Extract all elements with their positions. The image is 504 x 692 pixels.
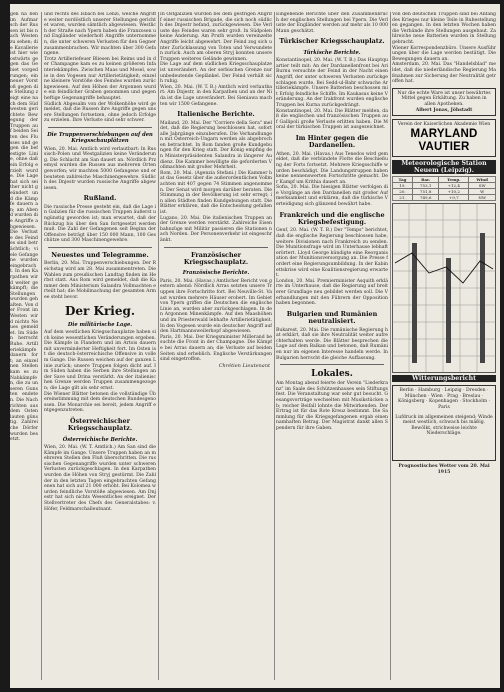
barometer-graph [392,203,496,373]
column-2: In Ostgalizien wurden bei dem gestrigen Angriff einer russischen Brigade, die sich noch südlich des Dnjestr befand, zurückgewiesen. Die Verluste des Feindes waren sehr groß. In Südpolen keine Änderung. Am Pruth wurden vereinzelte Angriffe leicht abgewehrt. Der Feind zog sich unter Zurücklassung von Toten und Verwundeten zurück. Auch am oberen Stryj konnten unsere Truppen weiteres Gelände gewinnen. Die Lage auf dem südlichen Kriegsschauplatze ist unverändert. An der serbischen Grenze nur unbedeutende Geplänkel. Der Feind verhält sich ruhig. Wien, 20. Mai. (W. T. B.) Amtlich wird verlautbart: Am Dnjestr, in den Karpathen und an der Nida ist die Lage unverändert. Bei Sieniawa machten wir 1500 Gefangene. Italienische Berichte. Mailand, 20. Mai. Der "Corriere della Sera" meldet, daß die Regierung beschlossen hat, sofort alle Jahrgänge einzuberufen. Die Verhandlungen mit Österreich-Ungarn werden als abgebrochen betrachtet. In Rom fanden große Kundgebungen für den Krieg statt. Der König empfing den Ministerpräsidenten Salandra in längerer Audienz. Die Kammer bewilligte die geforderten Vollmachten mit großer Mehrheit. Rom, 20. Mai. (Agenzia Stefani.) Die Kammer hat das Gesetz über die außerordentlichen Vollmachten mit 407 gegen 74 Stimmen angenommen. Der Senat wird morgen darüber beraten. Die Stimmung in der Bevölkerung ist sehr erregt; in allen Städten finden Kundgebungen statt. Die Blätter erklären, daß die Entscheidung gefallen ist. Lugano, 20. Mai. Die italienischen Truppen an der Grenze werden verstärkt. Zahlreiche Eisenbahnzüge mit Militär passieren die Stationen nach Norden. Der Personenverkehr ist eingeschränkt. Französischer Kriegsschauplatz. Französische Berichte. Paris, 20. Mai. (Havas.) Amtlicher Bericht von gestern abend: Nördlich Arras setzten unsere Truppen ihre Fortschritte fort. Bei Neuville-St. Vaast wurden mehrere Häuser erobert. Im Gebiet von Ypern griffen die Deutschen die englische Linie an, wurden aber zurückgeschlagen. In den Argonnen Minenkämpfe. Auf den Maashöhen und im Priesterwald lebhafte Artillerietätigkeit. In den Vogesen wurde ein deutscher Angriff auf den Hartmannsweilerkopf abgewiesen. Paris, 20. Mai. Der Kriegsminister Millerand besuchte die Front in der Champagne. Die Kämpfe bei Arras dauern an; die Verluste auf beiden Seiten sind erheblich. Englische Verstärkungen sind eingetroffen. Chrétien Lieutenant [160,12,272,369]
ad-subtitle: Verein der Kaiserlichen Akademie Wien [397,122,491,128]
column-rule [274,12,275,680]
weather-cell: SW [469,183,496,189]
divider [48,127,152,128]
column-4: Von den deutschen Truppen sind bei Anfang des Krieges nur kleine Teile in Ruhestellungen gegangen. In den letzten Wochen haben die Verbände ihre Stellungen ausgebaut. Zahlreiche neue Batterien wurden in Stellung gebracht. Wiener Korrespondenzbüro. Unsere Ausführungen über die Lage werden bestätigt. Die Bewegungen dauern an. Amsterdam, 20. Mai. Das "Handelsblad" meldet, daß die niederländische Regierung Maßnahmen zur Sicherung der Neutralität getroffen hat. Nur die echte Ware ist unser bewährtes Mittel gegen Erkältung. Zu haben in allen Apotheken. Albert Jonas, Jöhstadt Verein der Kaiserlichen Akademie Wien MARYLAND VAUTIER Meteorologische Station Neuem (Leipzig). Tag Bar. Temp. Wind 19. 753,1 +12,4 SW 20. 751,8 +10,2 W 21. 749,6 +9,7 NW Witterungsbericht Berlin · Hamburg · Leipzig · Dresden · München · Wien · Prag · Breslau · Königsberg · Kopenhagen · Stockholm · Paris Lufdruck im allgemeinen steigend; Winde meist westlich, schwach bis mäßig. Bewölkt, strichweise leichte Niederschläge. Prognostisches Wetter vom 20. Mai 1915 [392,12,496,475]
weather-cell: 753,1 [412,183,438,189]
section-heading: Im Hinter gegen die Dardanellen. [295,133,369,150]
section-heading: Türkische Berichte. [303,49,361,56]
column-1: und rechts des Isbach bei Lenzi, welche Angriffe weiter nordöstlich unserer Stellungen gerichtet waren, wurden sämtlich abgewiesen. Westlich der Straße nach Ypern haben die Franzosen und Engländer wiederholt Angriffe unternommen, die unter schweren Verlusten für den Gegner zusammenbrachen. Wir machten über 300 Gefangene. Trotz Artilleriefeuer Bliesen bei Reims und in der Champagne kam es zu keinen größeren Infanteriekämpfen. Zwischen Maas und Mosel, sowie in den Vogesen nur Artillerietätigkeit; einzelne kleinere Vorstöße des Feindes wurden zurückgewiesen. Auf den Höhen der Argonnen wurde ein feindlicher Graben genommen und gegen heftige Gegenangriffe behauptet. Südlich Abgesalm von der Wolkenhöhe wird gemeldet, daß die Russen ihre Angriffe gegen unsere Stellungen fortsetzen, ohne jedoch Erfolge zu erzielen. Ihre Verluste sind sehr schwer. Die Truppenverschiebungen auf den Kriegsschauplätzen Wien, 20. Mai. Amtlich wird verlautbart: In Russisch-Polen und Westgalizien keine Veränderung. Die Schlacht am San dauert an. Nördlich Przemysl wurden die Russen aus mehreren Orten geworfen; wir machten 5000 Gefangene und erbeuteten zahlreiche Maschinengewehre. Südlich des Dnjestr wurden russische Angriffe abgewiesen. Rußland. Die russische Presse gesteht ein, daß die Lage in Galizien für die russischen Truppen äußerst ungünstig geworden ist; man erwartet, daß der Rückzug bis über den San fortgesetzt werden muß. Die Zahl der Gefangenen seit Beginn der Offensive beträgt über 150 000 Mann, 100 Geschütze und 300 Maschinengewehre. Neuestes und Telegramme. Berlin, 20. Mai. Truppenverschiebungen. Der Reichstag wird am 28. Mai zusammentreten. Die Wahlen zum preußischen Landtag finden im Herbst statt. Aus Rom wird gemeldet, daß die Kammer dem Ministerium Salandra Vollmachten erteilt hat; die Mobilmachung der gesamten Armee steht bevor. Der Krieg. Die militärische Lage. Auf dem westlichen Kriegsschauplatze haben sich keine wesentlichen Veränderungen ergeben. Die Kämpfe in Flandern und im Artois dauern mit unverminderter Heftigkeit fort. Im Osten ist die deutsch-österreichische Offensive in vollem Gange. Die Russen weichen auf der ganzen Linie zurück; unsere Truppen folgen dicht auf. Im Süden haben die Serben ihre Stellungen an der Save und Drina verstärkt. An der italienischen Grenze werden Truppen zusammengezogen; die Lage gilt als sehr ernst. Die Wiener Blätter betonen die vollständige Übereinstimmung mit dem deutschen Bundesgenossen. Die Monarchie sei bereit, jedem Angriff entgegenzutreten. Österreichischer Kriegsschauplatz. Österreichische Berichte. Wien, 20. Mai. (W. T. Amtlich.) Am San sind die Kämpfe im Gange. Unsere Truppen haben an mehreren Stellen den Fluß überschritten. Die russischen Gegenangriffe wurden unter schweren Verlusten zurückgeschlagen. In den Karpathen wurden die Höhen von Stryj gestürmt. Die Zahl der in den letzten Tagen eingebrachten Gefangenen hat sich auf 21 000 erhöht. Bei Kolomea wurden feindliche Vorstöße abgewiesen. Am Dnjestr hat sich nichts Wesentliches ereignet. Der Stellvertreter des Chefs des Generalstabes: v. Höfer, Feldmarschalleutnant. [44,12,156,512]
weather-cell: 20. [393,189,413,195]
column-rule [390,12,391,680]
weather-map: Berlin · Hamburg · Leipzig · Dresden · München · Wien · Prag · Breslau · Königsberg · Kopenhagen · Stockholm · Paris Lufdruck im allgemeinen steigend; Winde meist westlich, schwach bis mäßig. Bewölkt, strichweise leichte Niederschläge. [392,385,496,461]
ad-title: MARYLAND VAUTIER [410,127,478,153]
weather-title: Meteorologische Station Neuem (Leipzig). [392,160,496,174]
section-heading: Österreichischer Kriegsschauplatz. [67,416,133,433]
advertisement-box: Nur die echte Ware ist unser bewährtes Mittel gegen Erkältung. Zu haben in allen Apotheken. Albert Jonas, Jöhstadt [392,88,496,116]
section-heading: Lokales. [311,369,353,380]
column-3: Eingehende Berichte über den Zusammenbruch der englischen Stellungen bei Ypern. Die Verluste der Engländer werden auf mehr als 10 000 Mann geschätzt. Türkischer Kriegsschauplatz. Türkische Berichte. Konstantinopel, 20. Mai. (W. T. B.) Das Hauptquartier teilt mit: An der Dardanellenfront bei Ari Burnu versuchte der Feind in der Nacht einen Angriff, der unter schweren Verlusten zurückgeschlagen wurde. Bei Sedd-ul-Bahr schwache Artilleriekämpfe. Unsere Batterien beschossen mit Erfolg feindliche Schiffe. Im Kaukasus keine Veränderung. An der Irakfront wurden englische Truppen bei Kurna zurückgedrängt. Konstantinopel, 20. Mai. Die Blätter melden, daß die englischen und französischen Truppen auf Gallipoli große Verluste erlitten haben. Die Moral der türkischen Truppen ist ausgezeichnet. Im Hinter gegen die Dardanellen. Athen, 20. Mai. (Havas.) Aus Tenedos wird gemeldet, daß die verbündete Flotte die Beschießung der Forts fortsetzt. Mehrere Kriegsschiffe wurden beschädigt. Die Landungstruppen haben keine nennenswerten Fortschritte gemacht. Der Kampf um Krithia dauert an. Sofia, 20. Mai. Die hiesigen Blätter verfolgen die Vorgänge an den Dardanellen mit großer Aufmerksamkeit und erklären, daß die türkische Verteidigung sich glänzend bewährt habe. Frankreich und die englische Kriegsbefestigung. Genf, 20. Mai. (W. T. B.) Der "Temps" berichtet, daß die englische Regierung beschlossen habe, weitere Divisionen nach Frankreich zu senden. Die Munitionsfrage wird im Unterhause lebhaft erörtert. Lloyd George kündigte eine Reorganisation der Munitionsversorgung an. Die Presse fordert eine Regierungsumbildung. In der Kabinettskrise wird eine Koalitionsregierung erwartet. London, 20. Mai. Premierminister Asquith erklärte im Unterhause, daß die Regierung auf breiterer Grundlage neu gebildet werden soll. Die Verhandlungen mit den Führern der Opposition haben begonnen. Bulgarien und Rumänien neutralisiert. Bukarest, 20. Mai. Die rumänische Regierung hat erklärt, daß sie ihre Neutralität weiter aufrechterhalten werde. Die Blätter besprechen die Lage auf dem Balkan und betonen, daß Rumänien nur im eigenen Interesse handeln werde. In Bulgarien herrscht die gleiche Auffassung. Lokales. Am Montag abend feierte der Verein "Liederkranz" im Saale des Schützenhauses sein Stiftungsfest. Die Veranstaltung war sehr gut besucht. Gesangsvorträge wechselten mit Musikstücken ab; reicher Beifall lohnte die Mitwirkenden. Der Ertrag ist für das Rote Kreuz bestimmt. Die Sammlung für die Kriegsgefangenen ergab einen namhaften Betrag. Der Magistrat dankt allen Spendern für ihre Gaben. [276,12,388,431]
maryland-ad[interactable] [392,119,496,157]
weather-cell: 749,6 [412,195,438,201]
weather-cell: 19. [393,183,413,189]
weather-header-cell: Temp. [439,177,469,183]
section-heading: Neuestes und Telegramme. [51,251,149,259]
weather-header-cell: Wind [469,177,496,183]
weather-header-cell: Bar. [412,177,438,183]
signature: Chrétien Lieutenant [218,362,270,369]
weather-row [393,195,496,201]
footer-note: Prognostisches Wetter vom 20. Mai 1915 [398,464,490,475]
section-heading: Italienische Berichte. [177,110,255,119]
section-heading: Rußland. [83,194,117,203]
weather-header-cell: Tag [393,177,413,183]
section-heading: Der Krieg. [64,303,136,318]
witterung-title: Witterungsbericht [392,375,496,382]
divider [280,364,384,365]
weather-cell: +12,4 [439,183,469,189]
weather-cell: 751,8 [412,189,438,195]
section-heading: Französischer Kriegsschauplatz. [183,250,249,266]
weather-cell: +9,7 [439,195,469,201]
weather-cell: NW [469,195,496,201]
divider [164,247,268,248]
section-heading: Frankreich und die englische Kriegsbefestigung. [279,210,385,227]
divider [48,247,152,248]
weather-cell: W [469,189,496,195]
section-heading: Österreichische Berichte. [62,436,138,443]
weather-cell: +10,2 [439,189,469,195]
section-heading: Die Truppenverschiebungen auf den Kriegsschauplätzen [47,131,153,145]
section-heading: Bulgarien und Rumänien neutralisiert. [286,309,378,326]
weather-table [392,176,496,201]
section-heading: Die militärische Lage. [67,321,133,328]
weather-cell: 21. [393,195,413,201]
section-heading: Türkischer Kriegsschauplatz. [279,37,385,46]
column-rule [158,12,159,680]
section-heading: Französische Berichte. [182,270,250,277]
newspaper-page [10,4,500,688]
cropped-left-column: gen ha ben im Aufmar sch der Russen ist bis nach Westen zu sehen; die Kavallerie ist hier wie ostwärts gegen das Gebiet vorgedrungen; ein neuer Vorstoß gegen die Stellung zeigt eine nach dem Südwesten gerichtete Bewegung der Truppen auf beiden Seiten des Flusses und gegen die befestigte Linie, ohne daß ein Erfolg erzielt wurde. Die Lage hat sich seither nicht geändert und die Kämpfe dauern an; am Abend wurden die Angriffe abgewiesen. Die Verluste des Feindes sind beträchtlich; viele Gefangene wurden eingebracht. In den Karpathen wird weiter gekämpft; die Stellungen wurden gehalten. Von der Front im Westen wird nichts Neues gemeldet. Im Süden herrscht Ruhe. Artilleriekämpfe dauern fort; an einzelnen Stellen kam es zu Nahkämpfen, die zu unseren Gunsten endeten. Die Nachrichten aus dem Osten lauten günstig. Zahlreiche Dörfer wurden besetzt. [10,12,38,443]
column-rule [41,12,42,680]
